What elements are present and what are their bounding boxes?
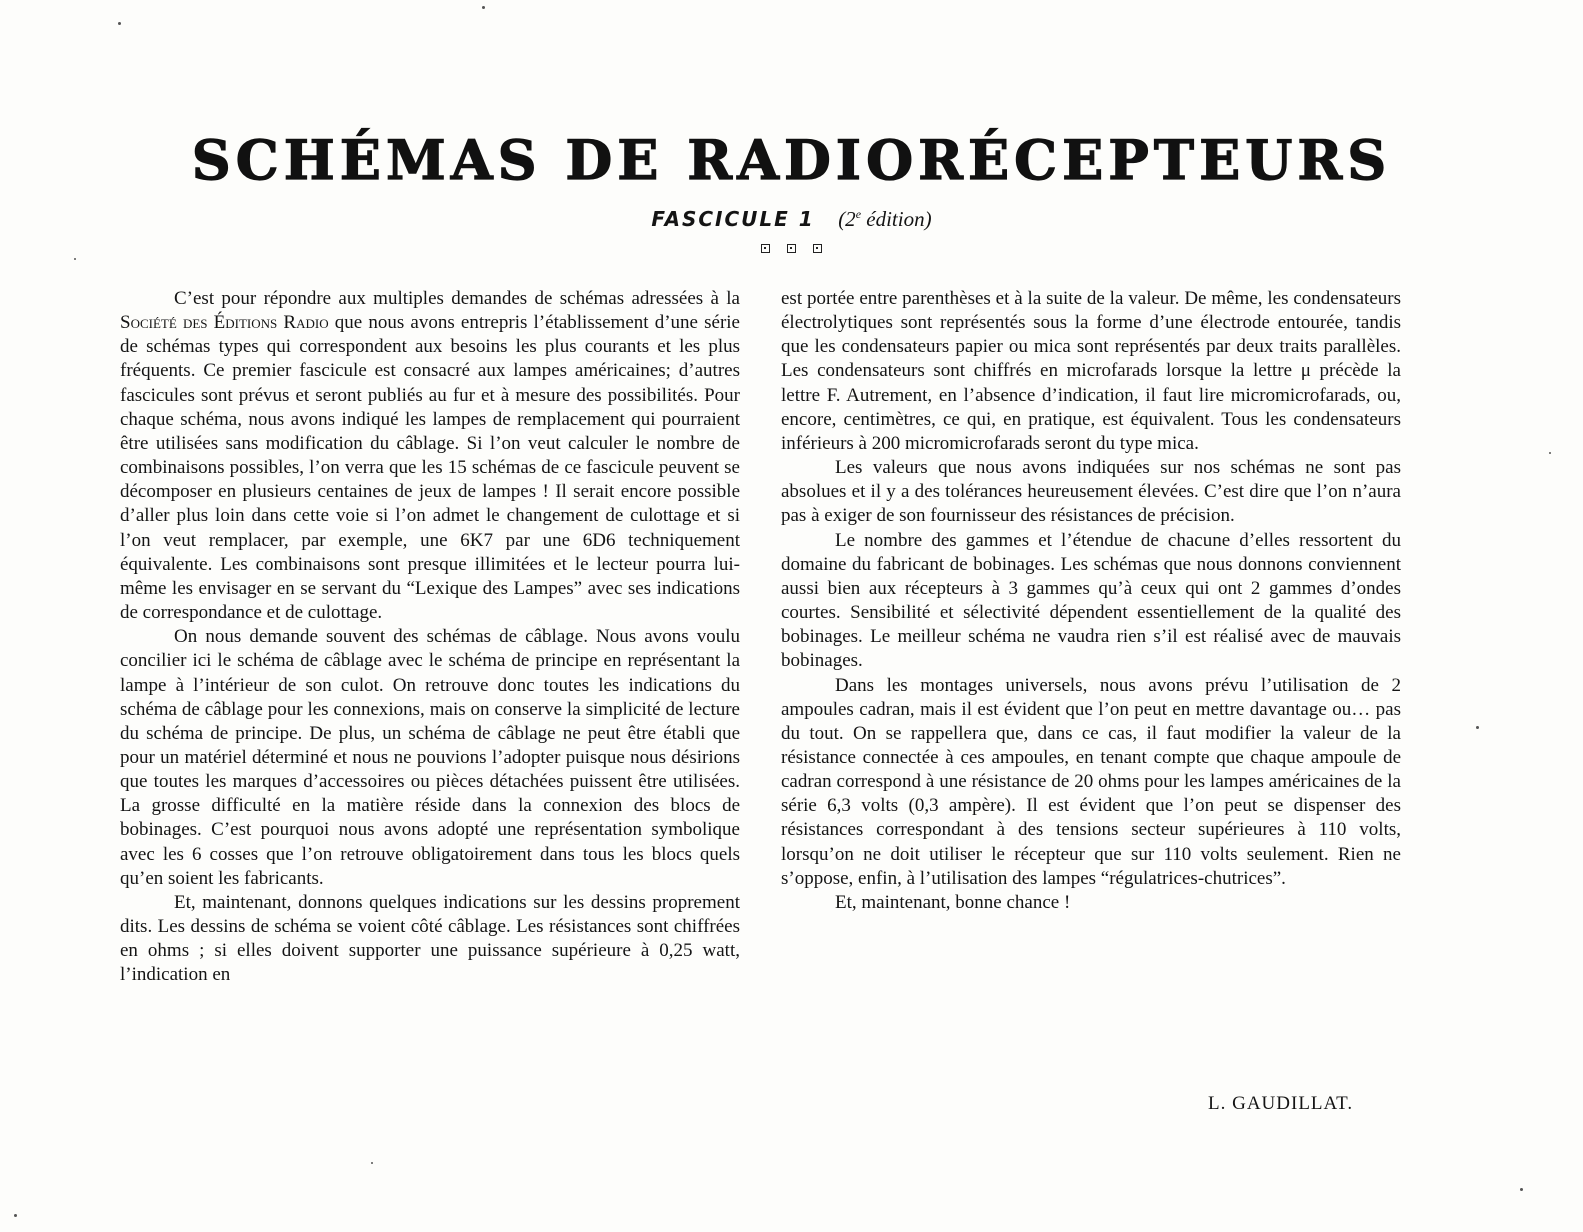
edition-suffix: e (855, 207, 862, 221)
paragraph-wiring: On nous demande souvent des schémas de câblage. Nous avons voulu concilier ici le schéma de câblage avec le schéma de principe en représentant la lampe à l’intérieur de son culot. On retrouve donc toutes les indications du schéma de câblage pour les connexions, mais on conserve la simplicité de lecture du schéma de principe. De plus, un schéma de câblage ne peut être établi que pour un matériel déterminé et nous ne pouvions l’adopter puisque nous désirions que toutes les marques d’accessoires ou pièces détachées puissent être utilisées. La grosse difficulté en la matière réside dans la connexion des blocs de bobinages. C’est pourquoi nous avons adopté une représentation symbolique avec les 6 cosses que l’on retrouve obligatoirement dans tous les blocs quels qu’en soient les fabricants. (120, 626, 740, 889)
scan-speck (1549, 452, 1551, 454)
intro-text-start: C’est pour répondre aux multiples demandes de schémas adressées à la (174, 288, 740, 309)
page-title: SCHÉMAS DE RADIORÉCEPTEURS (191, 128, 1392, 192)
scan-speck (371, 1162, 373, 1164)
scan-speck (118, 22, 121, 25)
paragraph-universal: Dans les montages universels, nous avons prévu l’utilisation de 2 ampoules cadran, mais il est évident que l’on peut en mettre davantage ou… pas du tout. On se rappellera que, dans ce cas, il faut modifier la valeur de la résistance connectée à ces ampoules, en tenant compte que chaque ampoule de cadran correspond à une résistance de 20 ohms pour les lampes américaines de la série 6,3 volts (0,3 ampère). Il est évident que l’on peut se dispenser des résistances correspondant à des tensions secteur supérieures à 110 volts, lorsqu’on ne doit utiliser le récepteur que sur 110 volts seulement. Rien ne s’oppose, enfin, à l’utilisation des lampes “régulatrices-chutrices”. (781, 674, 1401, 889)
scan-speck (74, 258, 76, 260)
paragraph-bands: Le nombre des gammes et l’étendue de chacune d’elles ressortent du domaine du fabricant de bobinages. Les schémas que nous donnons conviennent aussi bien aux récepteurs à 3 gammes qu’à ceux qui ont 2 gammes d’ondes courtes. Sensibilité et sélectivité dépendent essentiellement de la qualité des bobinages. Le meilleur schéma ne vaudra rien s’il est réalisé avec de mauvais bobinages. (781, 529, 1401, 672)
ornament-square-icon (813, 244, 822, 253)
intro-text-end: que nous avons entrepris l’établissement d’une série de schémas types qui correspondent aux besoins les plus courants et les plus fréquents. Ce premier fascicule est consacré aux lampes américaines; d’autres fascicules sont prévus et seront publiés au fur et à mesure des possibilités. Pour chaque schéma, nous avons indiqué les lampes de remplacement qui pourraient être utilisées sans modification du câblage. Si l’on veut calculer le nombre de combinaisons possibles, l’on verra que les 15 schémas de ce fascicule peuvent se décomposer en plusieurs centaines de jeux de lampes ! Il serait encore possible d’aller plus loin dans cette voie si l’on admet le changement de culottage et si l’on veut remplacer, par exemple, une 6K7 par une 6D6 techniquement équivalente. Les combinaisons sont presque illimitées et le lecteur pourra lui-même les envisager en se servant du “Lexique des Lampes” avec ses indications de correspondance et de culottage. (120, 312, 740, 624)
scan-speck (1520, 1188, 1523, 1191)
author-signature: L. GAUDILLAT. (1208, 1093, 1354, 1114)
paragraph-drawings-continued: est portée entre parenthèses et à la suite de la valeur. De même, les condensateurs électrolytiques sont représentés sous la forme d’une électrode entourée, tandis que les condensateurs papier ou mica sont représentés par deux traits parallèles. Les condensateurs sont chiffrés en microfarads lorsque la lettre μ précède la lettre F. Autrement, en l’absence d’indication, il faut lire micromicrofarads, ou, encore, centimètres, ce qui, en pratique, est équivalent. Tous les condensateurs inférieurs à 200 micromicrofarads seront du type mica. (781, 288, 1401, 454)
ornament-square-icon (761, 244, 770, 253)
edition-number: (2 (838, 207, 856, 231)
scan-speck (482, 6, 485, 9)
paragraph-intro (120, 287, 740, 625)
ornament-square-icon (787, 244, 796, 253)
paragraph-closing: Et, maintenant, bonne chance ! (835, 891, 1071, 913)
publisher-name: Société des Éditions Radio (120, 312, 329, 334)
ornament-divider (0, 244, 1583, 253)
scan-speck (14, 1214, 17, 1217)
paragraph-tolerances: Les valeurs que nous avons indiquées sur nos schémas ne sont pas absolues et il y a des tolérances heureusement élevées. C’est dire que l’on n’aura pas à exiger de son fournisseur des résistances de précision. (781, 457, 1401, 527)
edition-rest: édition) (861, 207, 932, 231)
paragraph-drawings: Et, maintenant, donnons quelques indications sur les dessins proprement dits. Les dessins de schéma se voient côté câblage. Les résistances sont chiffrées en ohms ; si elles doivent supporter une puissance supérieure à 0,25 watt, l’indication en (120, 891, 740, 986)
edition-label (838, 207, 931, 231)
fascicule-label: FASCICULE 1 (651, 207, 815, 231)
subtitle (0, 200, 1583, 233)
scan-speck (1476, 726, 1479, 729)
right-column (781, 287, 1401, 915)
left-column (120, 287, 740, 988)
